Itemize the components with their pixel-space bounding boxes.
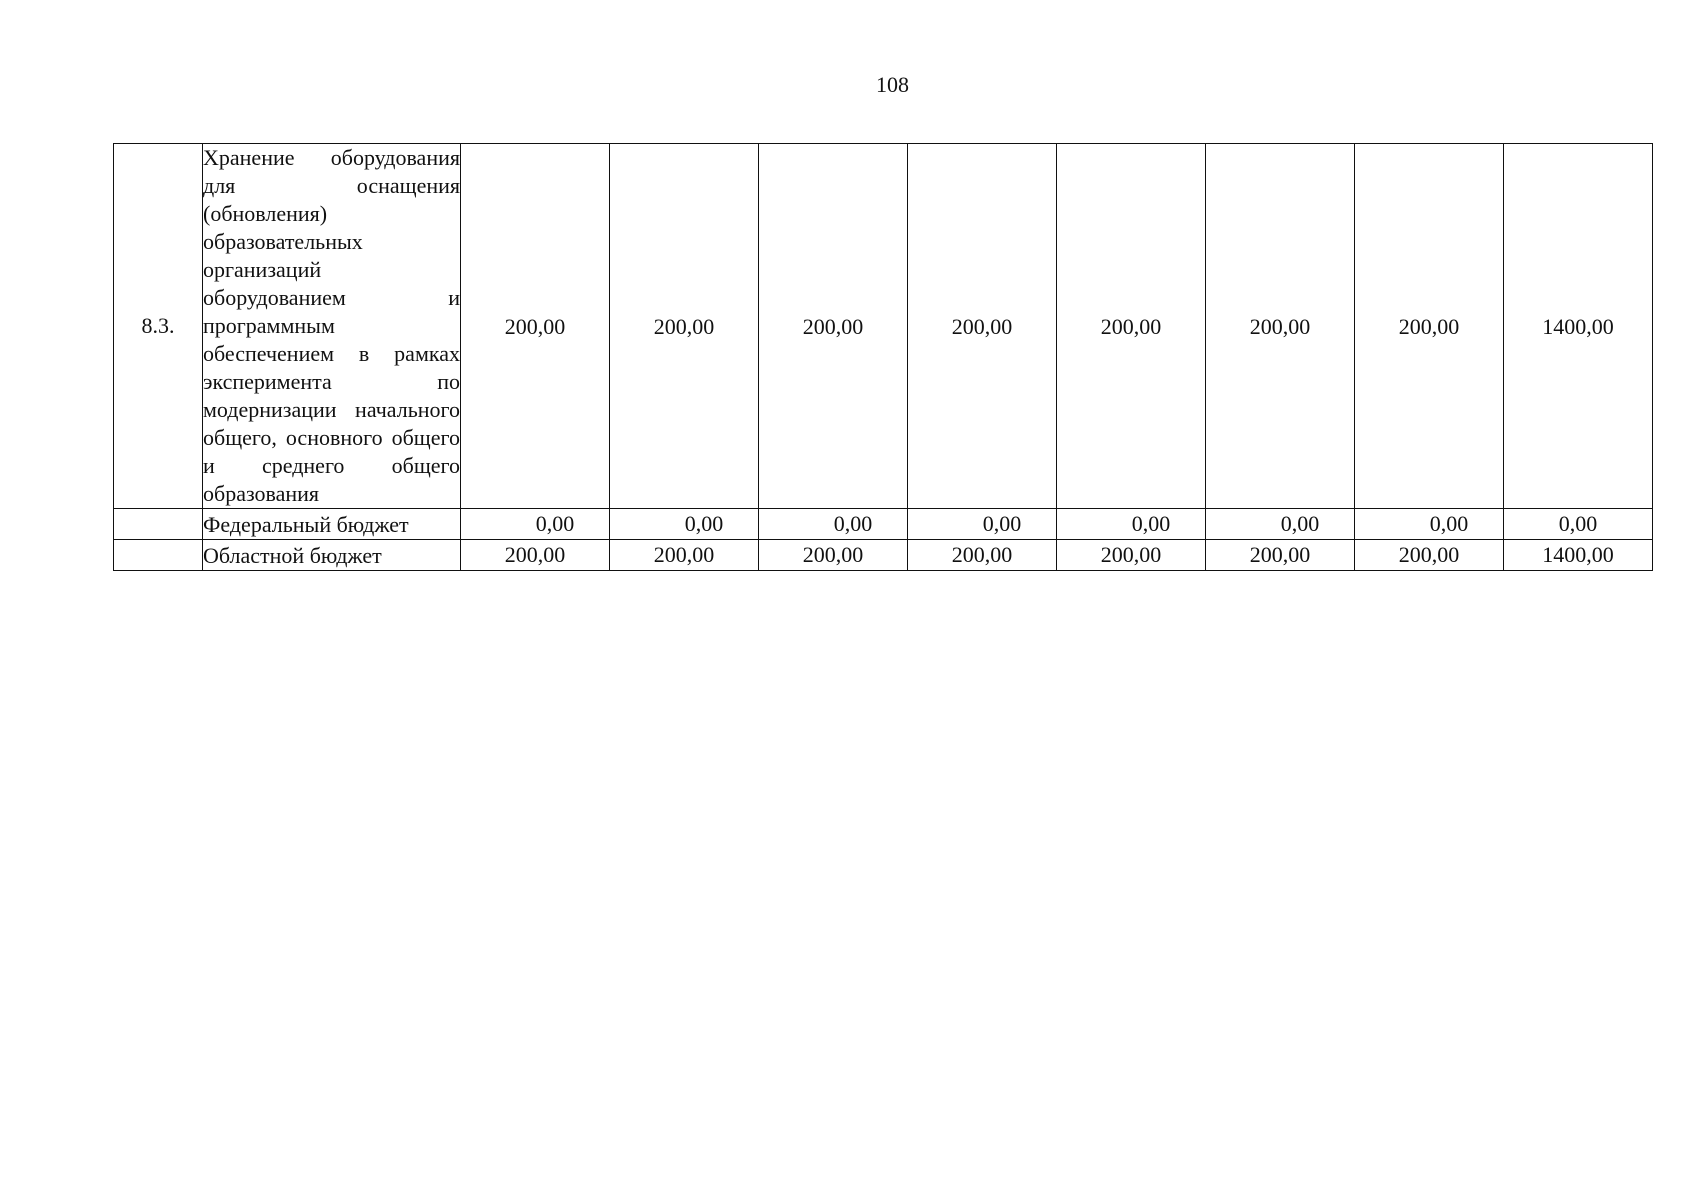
value-cell bbox=[461, 144, 610, 509]
activity-name: Хранение оборудования для оснащения (обновления) образовательных организаций оборудованием и программным обеспечением в рамках эксперимента по модернизации начального общего, основного общего и среднего общего образования bbox=[203, 145, 460, 506]
value: 200,00 bbox=[653, 314, 715, 339]
value: 0,00 bbox=[1131, 511, 1171, 536]
value-cell bbox=[461, 509, 610, 540]
value: 200,00 bbox=[1398, 314, 1460, 339]
value: 200,00 bbox=[1249, 314, 1311, 339]
value: 0,00 bbox=[982, 511, 1022, 536]
value: 200,00 bbox=[1398, 542, 1460, 567]
budget-table bbox=[113, 143, 1653, 571]
value-cell bbox=[1355, 144, 1504, 509]
value: 0,00 bbox=[1280, 511, 1320, 536]
total-cell bbox=[1504, 144, 1653, 509]
row-number-cell bbox=[114, 509, 203, 540]
value-cell bbox=[908, 144, 1057, 509]
value: 200,00 bbox=[802, 314, 864, 339]
total-cell bbox=[1504, 540, 1653, 571]
value: 200,00 bbox=[951, 542, 1013, 567]
value: 200,00 bbox=[653, 542, 715, 567]
table-row-federal bbox=[114, 509, 1653, 540]
value-cell bbox=[1057, 509, 1206, 540]
row-number-cell bbox=[114, 144, 203, 509]
total-value: 0,00 bbox=[1558, 511, 1598, 536]
funding-source-label: Областной бюджет bbox=[203, 542, 382, 568]
value: 200,00 bbox=[802, 542, 864, 567]
value-cell bbox=[610, 540, 759, 571]
value-cell bbox=[759, 144, 908, 509]
value: 200,00 bbox=[504, 314, 566, 339]
funding-source-cell bbox=[203, 540, 461, 571]
value: 0,00 bbox=[684, 511, 724, 536]
table-row-main bbox=[114, 144, 1653, 509]
value: 0,00 bbox=[833, 511, 873, 536]
total-cell bbox=[1504, 509, 1653, 540]
value-cell bbox=[1206, 144, 1355, 509]
value-cell bbox=[1206, 509, 1355, 540]
funding-source-label: Федеральный бюджет bbox=[203, 511, 409, 537]
value: 0,00 bbox=[535, 511, 575, 536]
funding-source-cell bbox=[203, 509, 461, 540]
value-cell bbox=[759, 509, 908, 540]
activity-name-cell bbox=[203, 144, 461, 509]
value-cell bbox=[1057, 144, 1206, 509]
row-number: 8.3. bbox=[141, 313, 175, 338]
value: 200,00 bbox=[1100, 542, 1162, 567]
value-cell bbox=[461, 540, 610, 571]
value: 200,00 bbox=[951, 314, 1013, 339]
table-row-regional bbox=[114, 540, 1653, 571]
value-cell bbox=[1057, 540, 1206, 571]
row-number-cell bbox=[114, 540, 203, 571]
value-cell bbox=[610, 144, 759, 509]
value-cell bbox=[908, 540, 1057, 571]
page-number: 108 bbox=[876, 72, 909, 97]
value-cell bbox=[759, 540, 908, 571]
value-cell bbox=[610, 509, 759, 540]
value-cell bbox=[1206, 540, 1355, 571]
value: 200,00 bbox=[504, 542, 566, 567]
value-cell bbox=[1355, 509, 1504, 540]
value-cell bbox=[908, 509, 1057, 540]
value-cell bbox=[1355, 540, 1504, 571]
value: 0,00 bbox=[1429, 511, 1469, 536]
value: 200,00 bbox=[1249, 542, 1311, 567]
total-value: 1400,00 bbox=[1542, 314, 1614, 339]
total-value: 1400,00 bbox=[1542, 542, 1614, 567]
value: 200,00 bbox=[1100, 314, 1162, 339]
